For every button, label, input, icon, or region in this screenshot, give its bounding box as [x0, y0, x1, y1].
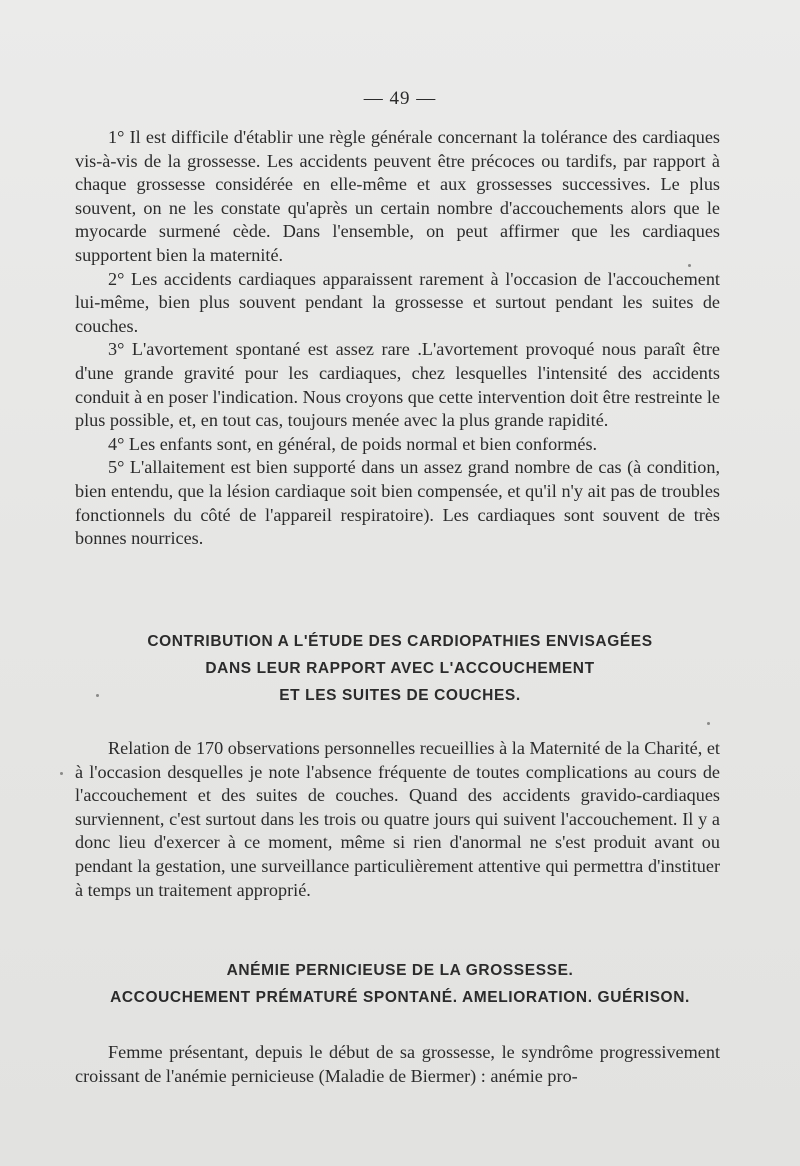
heading-line: CONTRIBUTION A L'ÉTUDE DES CARDIOPATHIES ENVISAGÉES [147, 633, 653, 650]
paragraph: Relation de 170 observations personnelles recueillies à la Maternité de la Charité, et à l'occasion desquelles je note l'absence fréquente de toutes complications au cours de l'accouchement et des suites de couches. Quand des accidents gravido-cardiaques surviennent, c'est surtout dans les trois ou quatre jours qui suivent l'accouchement. Il y a donc lieu d'exercer à ce moment, même si rien d'anormal ne s'est produit avant ou pendant la gestation, une surveillance particulièrement attentive qui permettra d'instituer à temps un traitement approprié. [75, 738, 720, 900]
point-2: 2° Les accidents cardiaques apparaissent rarement à l'occasion de l'accouchement lui-même, bien plus souvent pendant la grossesse et surtout pendant les suites de couches. [75, 268, 720, 336]
point-5: 5° L'allaitement est bien supporté dans un assez grand nombre de cas (à condition, bien entendu, que la lésion cardiaque soit bien compensée, et qu'il n'y ait pas de troubles fonctionnels du côté de l'appareil respiratoire). Les cardiaques sont souvent de très bonnes nourrices. [75, 457, 720, 549]
section-body-cardiopathies [75, 737, 720, 902]
heading-line: ET LES SUITES DE COUCHES. [279, 687, 521, 704]
paper-speck [707, 722, 710, 725]
paper-speck [688, 264, 691, 267]
point-4: 4° Les enfants sont, en général, de poids normal et bien conformés. [108, 433, 598, 454]
heading-line: ACCOUCHEMENT PRÉMATURÉ SPONTANÉ. AMELIORATION. GUÉRISON. [110, 989, 690, 1006]
section-heading-anemie [75, 957, 725, 1011]
page-number: — 49 — [363, 88, 437, 109]
paper-speck [96, 694, 99, 697]
point-3: 3° L'avortement spontané est assez rare .L'avortement provoqué nous paraît être d'une grande gravité pour les cardiaques, chez lesquelles l'intensité des accidents conduit à en poser l'indication. Nous croyons que cette intervention doit être restreinte le plus possible, et, en tout cas, toujours menée avec la plus grande rapidité. [75, 339, 720, 431]
heading-line: ANÉMIE PERNICIEUSE DE LA GROSSESSE. [226, 962, 574, 979]
conclusions-list [75, 126, 720, 551]
heading-line: DANS LEUR RAPPORT AVEC L'ACCOUCHEMENT [205, 660, 595, 677]
paragraph: Femme présentant, depuis le début de sa grossesse, le syndrôme progressivement croissant de l'anémie pernicieuse (Maladie de Biermer) : anémie pro- [75, 1042, 720, 1086]
paper-speck [60, 772, 63, 775]
section-heading-cardiopathies [75, 628, 725, 709]
section-body-anemie [75, 1041, 720, 1088]
point-1: 1° Il est difficile d'établir une règle générale concernant la tolérance des cardiaques vis-à-vis de la grossesse. Les accidents peuvent être précoces ou tardifs, par rapport à chaque grossesse considérée en elle-même et aux grossesses successives. Le plus souvent, on ne les constate qu'après un certain nombre d'accouchements alors que le myocarde surmené cède. Dans l'ensemble, on peut affirmer que les cardiaques supportent bien la maternité. [75, 127, 720, 265]
